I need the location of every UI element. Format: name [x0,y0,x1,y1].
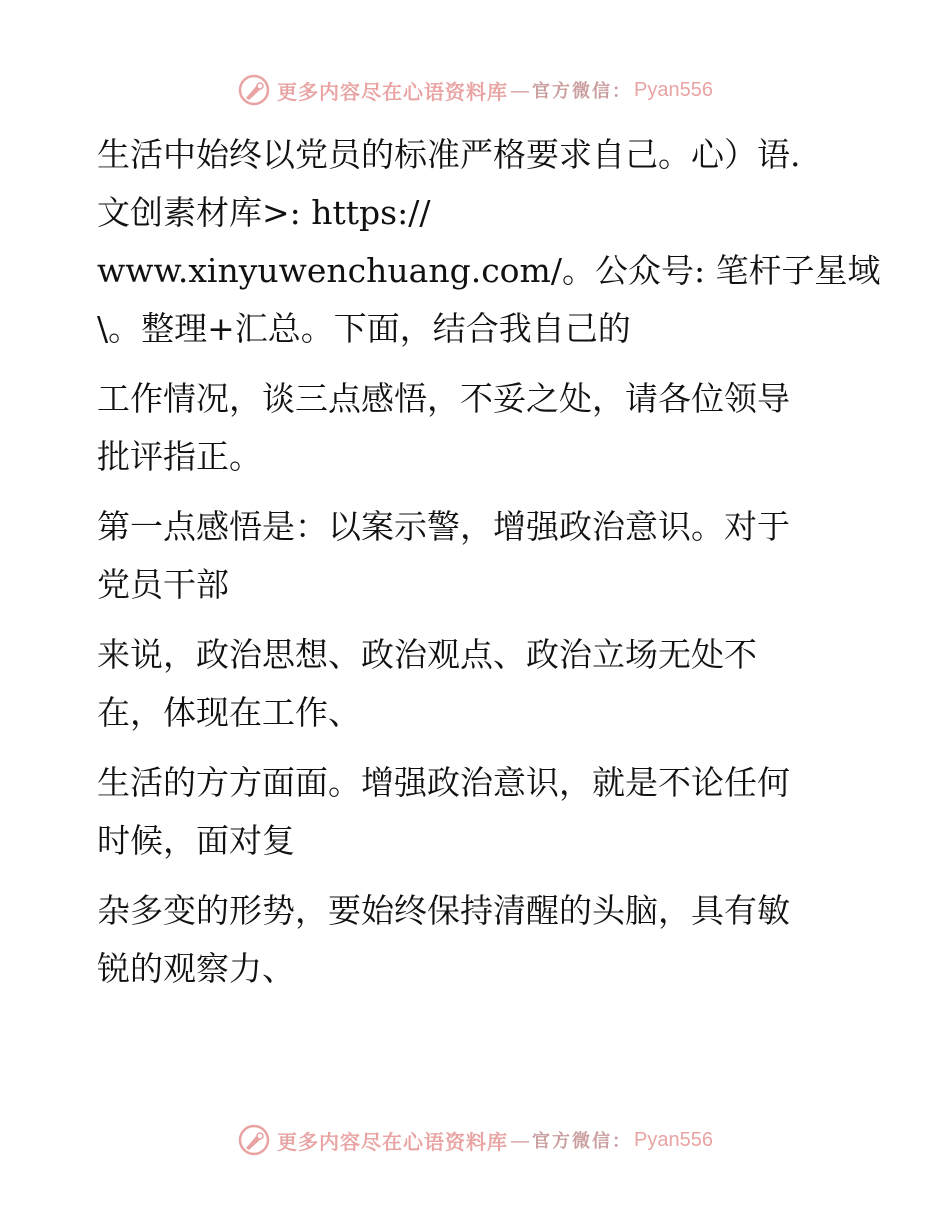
footer-watermark [0,1120,950,1160]
banner-desc: 官方微信： [532,1131,633,1152]
banner-title: 更多内容尽在心语资料库 [277,79,509,104]
text-line: 党员干部 [97,565,229,604]
pen-nib-logo-icon [237,73,271,107]
text-line-url-prefix: 文创素材库>: https:// [97,193,431,232]
banner-wechat-id: Pyan556 [634,78,713,101]
text-line: 批评指正。 [97,437,262,476]
banner-title: 更多内容尽在心语资料库 [277,1129,509,1154]
pen-nib-logo-icon [237,1123,271,1157]
text-line: 工作情况，谈三点感悟，不妥之处，请各位领导 [97,379,790,418]
banner-separator: — [510,1128,531,1152]
text-line: 锐的观察力、 [97,949,295,988]
banner-desc: 官方微信： [532,81,633,102]
text-line: 在，体现在工作、 [97,693,361,732]
text-line [97,184,857,242]
text-line: 杂多变的形势，要始终保持清醒的头脑，具有敏 [97,891,790,930]
text-line: www.xinyuwenchuang.com/。公众号: 笔杆子星域 [97,251,881,290]
header-watermark [0,70,950,110]
text-line: 生活的方方面面。增强政治意识，就是不论任何 [97,763,790,802]
banner-separator: — [510,78,531,102]
text-line: \。整理+汇总。下面，结合我自己的 [97,309,631,348]
banner-wechat-id: Pyan556 [634,1128,713,1151]
text-line: 第一点感悟是：以案示警，增强政治意识。对于 [97,507,790,546]
text-line: 来说，政治思想、政治观点、政治立场无处不 [97,635,757,674]
document-body [97,126,881,998]
text-line: 时候，面对复 [97,821,295,860]
text-line: 生活中始终以党员的标准严格要求自己。心）语. [97,135,801,174]
